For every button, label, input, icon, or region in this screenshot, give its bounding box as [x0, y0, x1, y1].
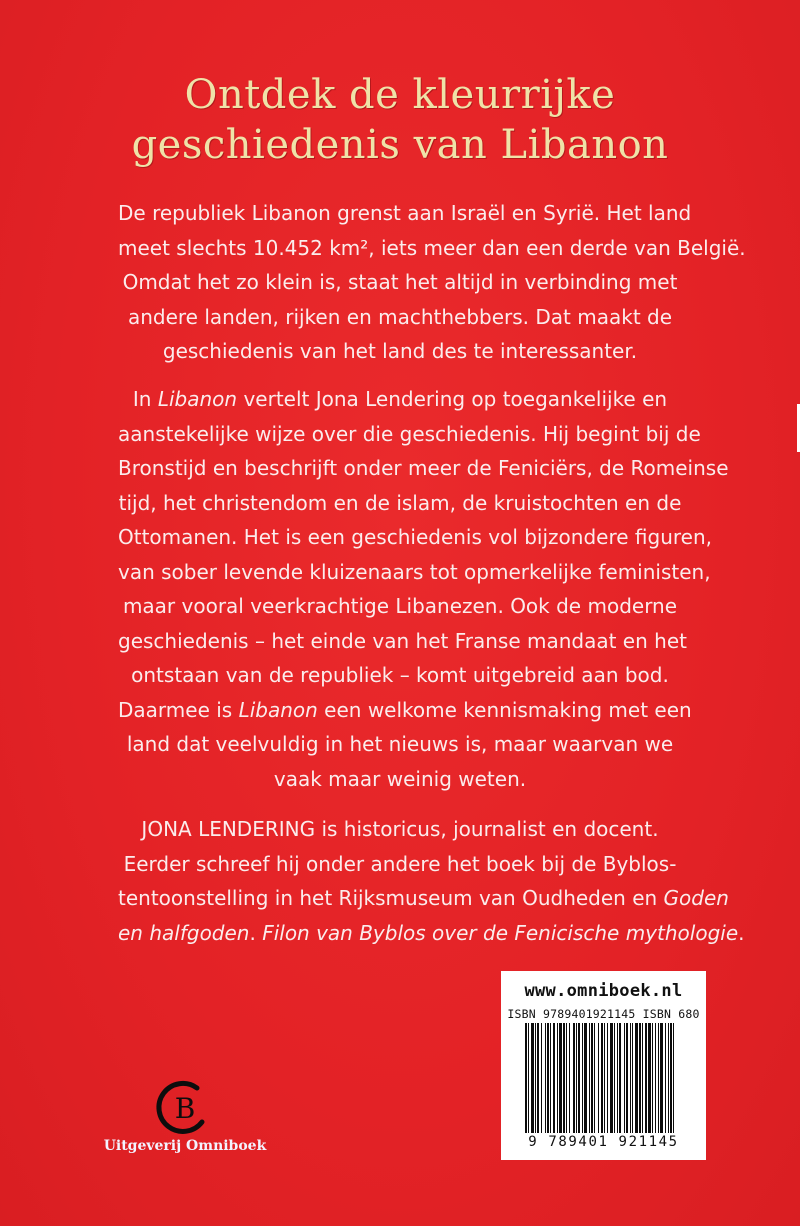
barcode-bar — [573, 1023, 575, 1133]
logo-letter: B — [174, 1092, 196, 1125]
barcode-bar — [578, 1023, 580, 1133]
isbn-line: ISBN 9789401921145 ISBN 680 — [507, 1007, 700, 1021]
body-line: Bronstijd en beschrijft onder meer de Feniciërs, de Romeinse — [118, 456, 729, 480]
publisher-name: Uitgeverij Omniboek — [103, 1138, 267, 1154]
text-run: een welkome kennismaking met een — [317, 697, 692, 722]
body-line — [118, 693, 692, 728]
barcode-bar — [632, 1023, 633, 1133]
body-paragraph — [118, 382, 729, 796]
barcode-bar — [591, 1023, 593, 1133]
text-run: vertelt Jona Lendering op toegankelijke en — [237, 387, 668, 411]
text-run: . — [249, 920, 263, 945]
text-run: . — [738, 920, 745, 945]
barcode-bar — [566, 1023, 567, 1133]
barcode-bar — [569, 1023, 570, 1133]
intro-paragraph — [118, 196, 746, 369]
barcode-bar — [545, 1023, 546, 1133]
barcode-bar — [604, 1023, 605, 1133]
book-title-italic: Filon van Byblos over de Fenicische mythologie — [262, 920, 739, 945]
barcode-bar — [537, 1023, 539, 1133]
barcode-bar — [589, 1023, 590, 1133]
barcode-bar — [594, 1023, 595, 1133]
body-line: vaak maar weinig weten. — [273, 766, 527, 791]
intro-line: Omdat het zo klein is, staat het altijd in verbinding met — [122, 270, 678, 294]
barcode-bar — [535, 1023, 536, 1133]
barcode-bar — [648, 1023, 651, 1133]
barcode-bar — [550, 1023, 551, 1133]
barcode-bar — [670, 1023, 672, 1133]
headline-line-2: geschiedenis van Libanon — [131, 122, 669, 168]
barcode-bar — [635, 1023, 638, 1133]
headline — [120, 70, 680, 170]
barcode-bar — [645, 1023, 647, 1133]
barcode-bar — [553, 1023, 555, 1133]
body-line: Ottomanen. Het is een geschiedenis vol bijzondere figuren, — [118, 525, 712, 549]
barcode-bar — [610, 1023, 613, 1133]
body-line: maar vooral veerkrachtige Libanezen. Ook de moderne — [122, 594, 678, 618]
barcode-bar — [673, 1023, 674, 1133]
barcode-bar — [531, 1023, 534, 1133]
barcode-bar — [630, 1023, 631, 1133]
book-title-italic: Libanon — [157, 387, 238, 411]
barcode-bar — [658, 1023, 659, 1133]
body-line — [118, 382, 682, 417]
barcode-image — [525, 1023, 707, 1133]
barcode-bar — [598, 1023, 599, 1133]
book-title-italic: Goden — [663, 886, 729, 910]
barcode-bar — [541, 1023, 542, 1133]
intro-line: De republiek Libanon grenst aan Israël en Syrië. Het land — [118, 201, 692, 225]
barcode-bar — [655, 1023, 656, 1133]
barcode-bar — [582, 1023, 583, 1133]
omniboek-logo-icon — [150, 1078, 220, 1140]
barcode-bar — [668, 1023, 669, 1133]
barcode-bar — [525, 1023, 527, 1133]
barcode-bar — [563, 1023, 565, 1133]
barcode-bar — [559, 1023, 562, 1133]
body-line: van sober levende kluizenaars tot opmerkelijke feministen, — [118, 559, 711, 584]
barcode-bar — [584, 1023, 587, 1133]
intro-line: geschiedenis van het land des te interessanter. — [162, 339, 638, 363]
barcode-bar — [576, 1023, 577, 1133]
barcode-bar — [626, 1023, 628, 1133]
author-line: JONA LENDERING is historicus, journalist en docent. — [141, 817, 659, 841]
barcode-bar — [607, 1023, 608, 1133]
author-line — [118, 916, 745, 951]
book-title-italic: en halfgoden — [118, 920, 250, 945]
barcode-bar — [665, 1023, 666, 1133]
body-line: aanstekelijke wijze over die geschiedenis. Hij begint bij de — [118, 421, 701, 446]
barcode-bar — [547, 1023, 549, 1133]
text-run: tentoonstelling in het Rijksmuseum van Oudheden en — [118, 886, 664, 910]
barcode-bar — [652, 1023, 653, 1133]
author-line — [118, 881, 729, 916]
barcode-bar — [528, 1023, 529, 1133]
barcode-bar — [557, 1023, 558, 1133]
barcode-bar — [617, 1023, 618, 1133]
barcode-bar — [624, 1023, 625, 1133]
text-run: In — [132, 387, 158, 411]
intro-line: meet slechts 10.452 km², iets meer dan een derde van België. — [118, 235, 746, 260]
headline-line-1: Ontdek de kleurrijke — [184, 72, 616, 118]
author-bio — [118, 812, 745, 950]
body-line: land dat veelvuldig in het nieuws is, maar waarvan we — [126, 732, 674, 756]
text-run: Daarmee is — [118, 697, 239, 722]
isbn-digits: 9 789401 921145 — [528, 1134, 679, 1150]
author-line: Eerder schreef hij onder andere het boek bij de Byblos- — [123, 851, 677, 876]
book-title-italic: Libanon — [238, 697, 318, 722]
body-line: ontstaan van de republiek – komt uitgebreid aan bod. — [131, 663, 669, 687]
barcode-bar — [642, 1023, 643, 1133]
body-line: tijd, het christendom en de islam, de kruistochten en de — [118, 490, 682, 515]
barcode-panel — [501, 971, 706, 1160]
barcode-bar — [639, 1023, 641, 1133]
barcode-bar — [614, 1023, 615, 1133]
barcode-bar — [601, 1023, 603, 1133]
publisher-url: www.omniboek.nl — [524, 981, 683, 1001]
intro-line: andere landen, rijken en machthebbers. Dat maakt de — [127, 304, 673, 329]
barcode-bar — [660, 1023, 663, 1133]
barcode-bar — [619, 1023, 621, 1133]
body-line: geschiedenis – het einde van het Franse mandaat en het — [118, 628, 687, 653]
